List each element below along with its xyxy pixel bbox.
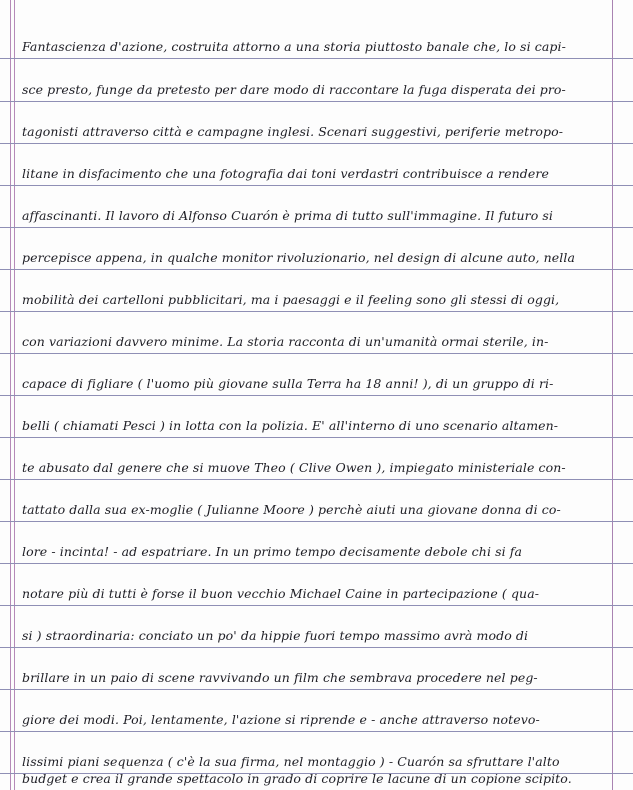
text-line: sce presto, funge da pretesto per dare modo di raccontare la fuga disperata dei pro-	[22, 82, 566, 97]
text-line: Fantascienza d'azione, costruita attorno a una storia piuttosto banale che, lo si capi-	[22, 39, 566, 54]
ruling-line	[0, 731, 633, 732]
text-line: giore dei modi. Poi, lentamente, l'azione si riprende e - anche attraverso notevo-	[22, 712, 540, 727]
ruling-line	[0, 395, 633, 396]
text-line: con variazioni davvero minime. La storia racconta di un'umanità ormai sterile, in-	[22, 334, 549, 349]
text-line: mobilità dei cartelloni pubblicitari, ma i paesaggi e il feeling sono gli stessi di oggi,	[22, 292, 560, 307]
ruling-line	[0, 311, 633, 312]
ruling-line	[0, 143, 633, 144]
ruling-line	[0, 521, 633, 522]
ruling-line	[0, 437, 633, 438]
text-line: tattato dalla sua ex-moglie ( Julianne Moore ) perchè aiuti una giovane donna di co-	[22, 502, 561, 517]
ruling-line	[0, 689, 633, 690]
ruling-line	[0, 227, 633, 228]
text-line: litane in disfacimento che una fotografia dai toni verdastri contribuisce a rendere	[22, 166, 549, 181]
ruling-line	[0, 185, 633, 186]
ruling-line	[0, 647, 633, 648]
ruling-line	[0, 101, 633, 102]
text-line: te abusato dal genere che si muove Theo ( Clive Owen ), impiegato ministeriale con-	[22, 460, 566, 475]
text-line: budget e crea il grande spettacolo in grado di coprire le lacune di un copione scipito.	[22, 771, 572, 786]
text-line: affascinanti. Il lavoro di Alfonso Cuarón è prima di tutto sull'immagine. Il futuro si	[22, 208, 554, 223]
ruling-line	[0, 563, 633, 564]
text-line: lissimi piani sequenza ( c'è la sua firma, nel montaggio ) - Cuarón sa sfruttare l'alto	[22, 754, 560, 769]
text-line: percepisce appena, in qualche monitor rivoluzionario, nel design di alcune auto, nella	[22, 250, 576, 265]
ruling-line	[0, 58, 633, 59]
text-line: brillare in un paio di scene ravvivando un film che sembrava procedere nel peg-	[22, 670, 538, 685]
ruling-line	[0, 269, 633, 270]
ruling-line	[0, 353, 633, 354]
text-line: si ) straordinaria: conciato un po' da hippie fuori tempo massimo avrà modo di	[22, 628, 529, 643]
text-line: capace di figliare ( l'uomo più giovane sulla Terra ha 18 anni! ), di un gruppo di ri-	[22, 376, 554, 391]
text-line: lore - incinta! - ad espatriare. In un primo tempo decisamente debole chi si fa	[22, 544, 523, 559]
text-line: belli ( chiamati Pesci ) in lotta con la polizia. E' all'interno di uno scenario altamen-	[22, 418, 559, 433]
text-line: tagonisti attraverso città e campagne inglesi. Scenari suggestivi, periferie metropo-	[22, 124, 564, 139]
ruling-line	[0, 605, 633, 606]
ruling-line	[0, 479, 633, 480]
text-line: notare più di tutti è forse il buon vecchio Michael Caine in partecipazione ( qua-	[22, 586, 540, 601]
